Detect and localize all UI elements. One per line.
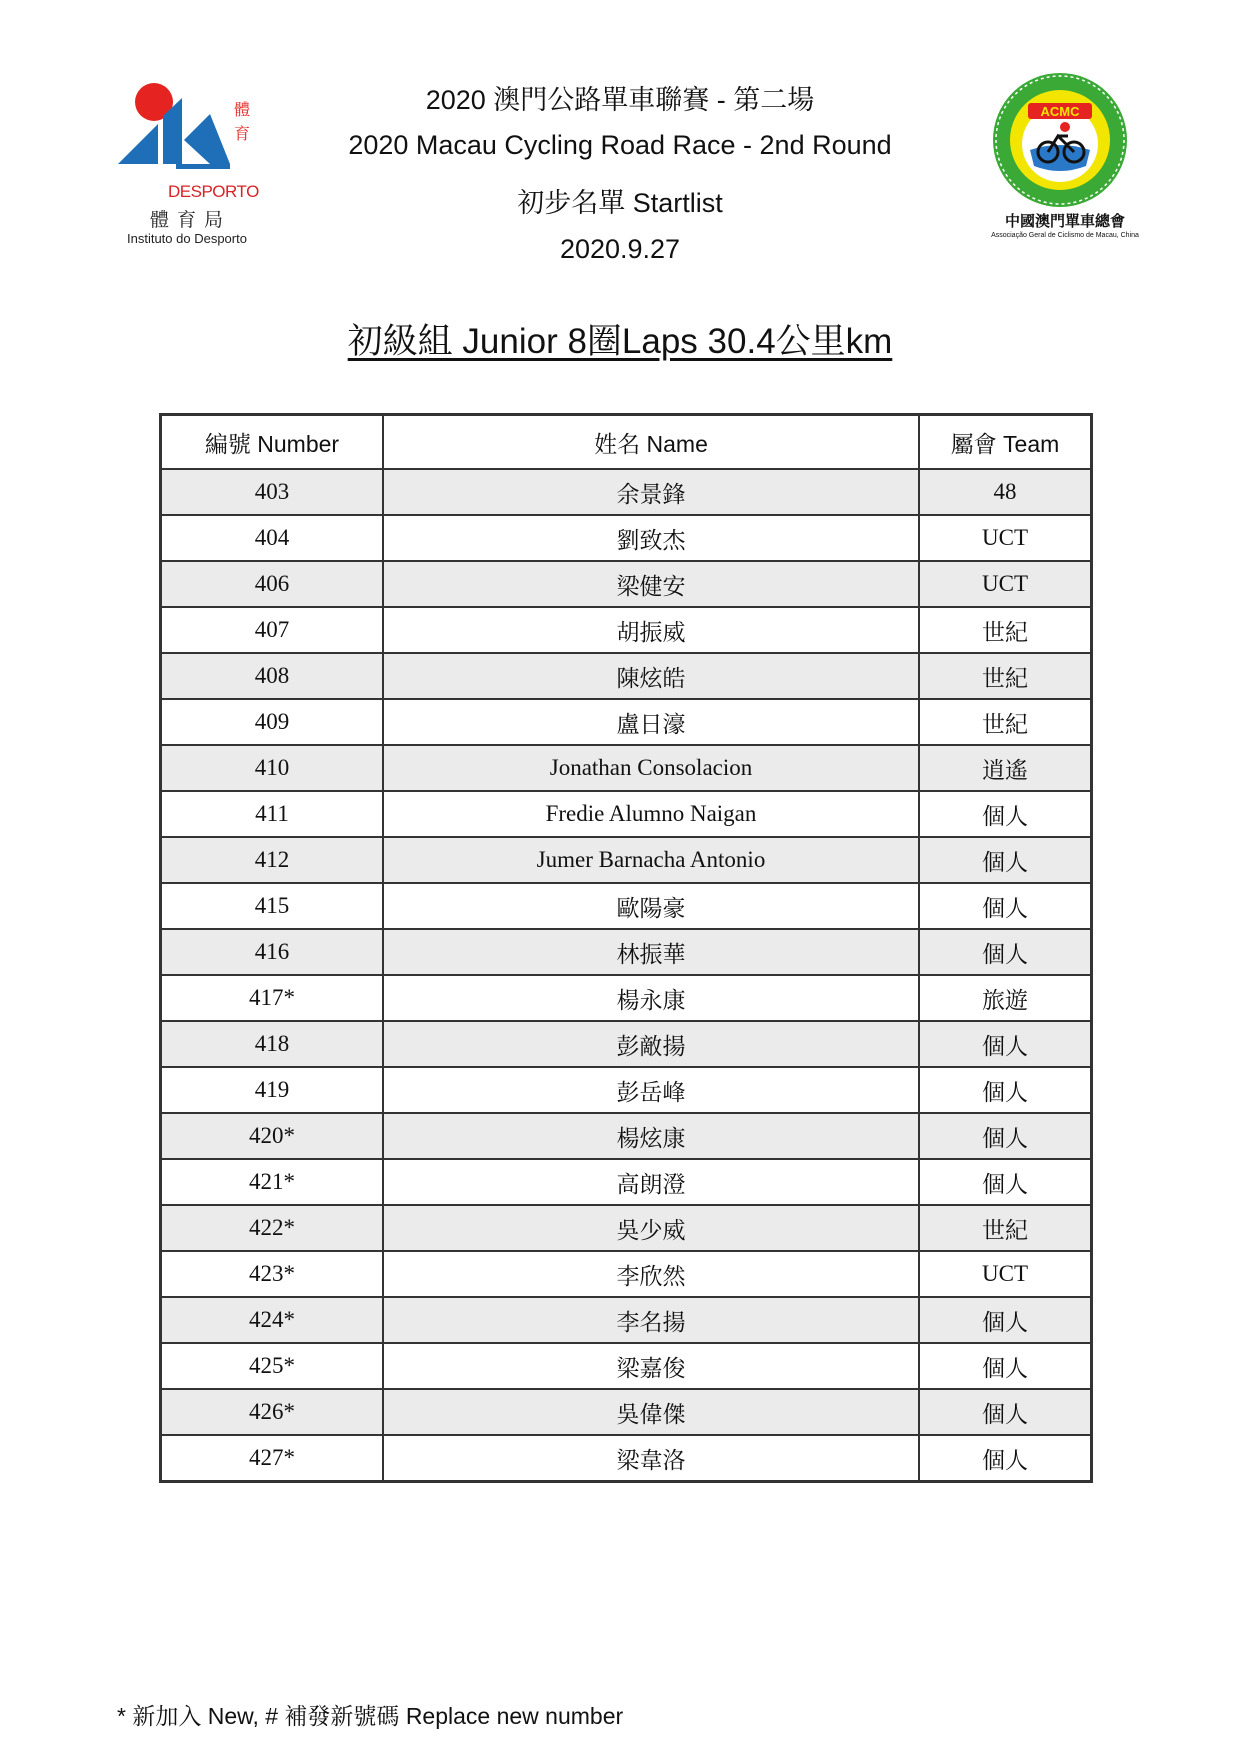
org-name-portuguese: Instituto do Desporto [127,231,247,246]
rider-name-cell: 劉致杰 [383,515,919,561]
rider-team-cell: 世紀 [919,653,1092,699]
rider-number-cell: 427* [161,1435,384,1482]
column-header-number: 編號 Number [161,415,384,470]
footnote-legend: * 新加入 New, # 補發新號碼 Replace new number [117,1703,624,1729]
table-row [161,653,1092,699]
rider-name-cell: 梁韋洛 [383,1435,919,1482]
rider-name-cell: 高朗澄 [383,1159,919,1205]
startlist-table [159,413,1093,1483]
desporto-emblem-icon [118,78,278,188]
rider-name-cell: 陳炫皓 [383,653,919,699]
acmc-badge-text: ACMC [1040,104,1080,119]
rider-team-cell: 48 [919,469,1092,515]
rider-number-cell: 416 [161,929,384,975]
rider-number-cell: 425* [161,1343,384,1389]
rider-number-cell: 421* [161,1159,384,1205]
rider-name-cell: 彭岳峰 [383,1067,919,1113]
table-row [161,1435,1092,1482]
rider-number-cell: 423* [161,1251,384,1297]
rider-name-cell: 梁嘉俊 [383,1343,919,1389]
rider-name-cell: 吳少威 [383,1205,919,1251]
rider-team-cell: 個人 [919,1435,1092,1482]
rider-number-cell: 422* [161,1205,384,1251]
rider-name-cell: 李欣然 [383,1251,919,1297]
table-row [161,883,1092,929]
table-row [161,1205,1092,1251]
rider-team-cell: UCT [919,561,1092,607]
rider-name-cell: Fredie Alumno Naigan [383,791,919,837]
acmc-name-portuguese: Associação Geral de Ciclismo de Macau, China [991,232,1139,239]
rider-number-cell: 426* [161,1389,384,1435]
rider-number-cell: 412 [161,837,384,883]
rider-name-cell: 梁健安 [383,561,919,607]
rider-number-cell: 406 [161,561,384,607]
rider-name-cell: 胡振威 [383,607,919,653]
rider-number-cell: 424* [161,1297,384,1343]
rider-name-cell: Jumer Barnacha Antonio [383,837,919,883]
rider-number-cell: 419 [161,1067,384,1113]
rider-number-cell: 403 [161,469,384,515]
rider-name-cell: 余景鋒 [383,469,919,515]
rider-team-cell: 世紀 [919,1205,1092,1251]
rider-team-cell: 世紀 [919,607,1092,653]
rider-team-cell: 個人 [919,929,1092,975]
table-row [161,745,1092,791]
rider-number-cell: 418 [161,1021,384,1067]
acmc-badge-icon [990,72,1140,212]
rider-number-cell: 417* [161,975,384,1021]
rider-team-cell: 個人 [919,1343,1092,1389]
rider-number-cell: 404 [161,515,384,561]
instituto-do-desporto-logo [118,78,278,253]
rider-team-cell: 個人 [919,1389,1092,1435]
desporto-wordmark: DESPORTO [168,182,259,201]
rider-number-cell: 411 [161,791,384,837]
rider-team-cell: 逍遙 [919,745,1092,791]
rider-name-cell: 歐陽豪 [383,883,919,929]
table-row [161,699,1092,745]
table-row [161,1067,1092,1113]
rider-team-cell: 個人 [919,1297,1092,1343]
startlist-label: 初步名單 Startlist [517,188,723,218]
org-name-chinese: 體育局 [150,209,232,231]
rider-name-cell: 盧日濠 [383,699,919,745]
rider-number-cell: 415 [161,883,384,929]
table-row [161,1159,1092,1205]
desporto-side-text: 體育 [234,100,251,143]
rider-number-cell: 420* [161,1113,384,1159]
rider-team-cell: 世紀 [919,699,1092,745]
rider-team-cell: 個人 [919,791,1092,837]
acmc-name-chinese: 中國澳門單車總會 [1004,212,1125,230]
rider-name-cell: Jonathan Consolacion [383,745,919,791]
rider-name-cell: 吳偉傑 [383,1389,919,1435]
table-row [161,791,1092,837]
acmc-logo [990,72,1140,252]
table-row [161,515,1092,561]
rider-number-cell: 408 [161,653,384,699]
rider-team-cell: 個人 [919,1067,1092,1113]
rider-number-cell: 407 [161,607,384,653]
event-date: 2020.9.27 [559,234,681,264]
rider-team-cell: 個人 [919,1159,1092,1205]
column-header-name: 姓名 Name [383,415,919,470]
rider-team-cell: 旅遊 [919,975,1092,1021]
rider-name-cell: 林振華 [383,929,919,975]
category-heading: 初級組 Junior 8圈Laps 30.4公里km [347,322,893,361]
table-row [161,469,1092,515]
event-title-chinese: 2020 澳門公路單車聯賽 - 第二場 [425,85,815,115]
table-row [161,1389,1092,1435]
rider-number-cell: 410 [161,745,384,791]
table-row [161,607,1092,653]
rider-team-cell: 個人 [919,1113,1092,1159]
rider-name-cell: 楊永康 [383,975,919,1021]
table-row [161,1297,1092,1343]
table-row [161,1251,1092,1297]
rider-name-cell: 彭敵揚 [383,1021,919,1067]
rider-name-cell: 楊炫康 [383,1113,919,1159]
rider-team-cell: 個人 [919,883,1092,929]
table-row [161,837,1092,883]
rider-team-cell: UCT [919,1251,1092,1297]
rider-team-cell: UCT [919,515,1092,561]
table-row [161,975,1092,1021]
table-row [161,929,1092,975]
rider-team-cell: 個人 [919,1021,1092,1067]
column-header-team: 屬會 Team [919,415,1092,470]
rider-team-cell: 個人 [919,837,1092,883]
rider-number-cell: 409 [161,699,384,745]
table-row [161,1343,1092,1389]
rider-name-cell: 李名揚 [383,1297,919,1343]
table-header-row [161,415,1092,470]
event-title-english: 2020 Macau Cycling Road Race - 2nd Round [348,130,892,160]
table-row [161,1113,1092,1159]
table-row [161,561,1092,607]
table-row [161,1021,1092,1067]
